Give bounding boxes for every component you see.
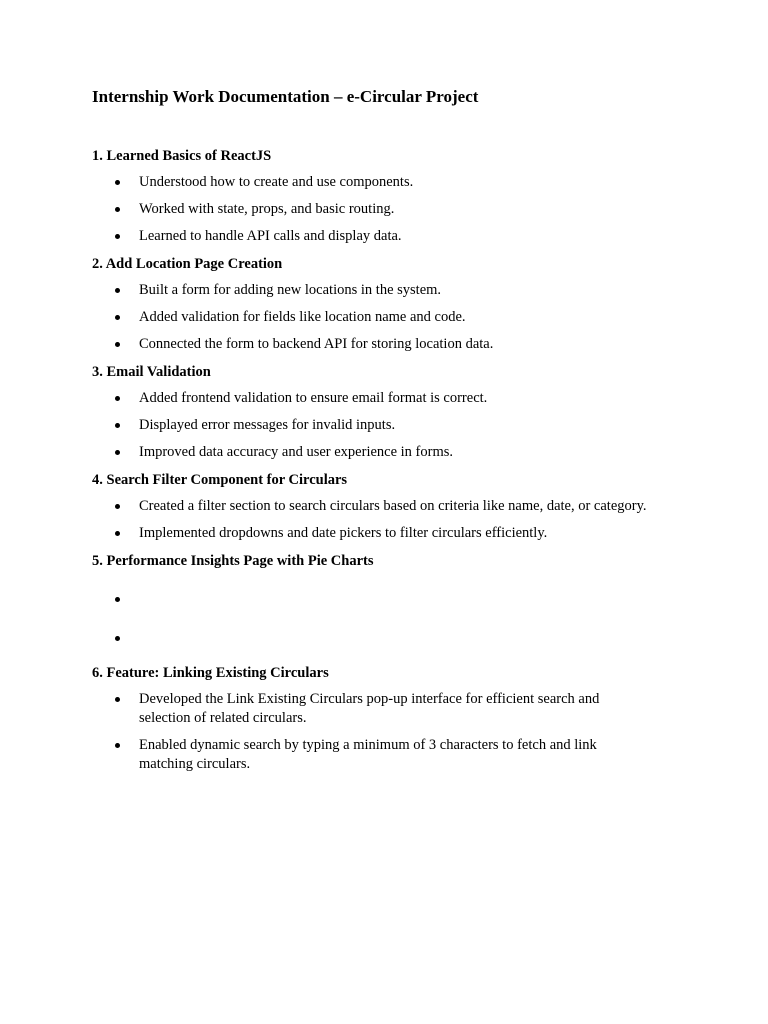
list-item	[92, 308, 652, 327]
list-item	[92, 736, 652, 774]
document-title: Internship Work Documentation – e-Circular Project	[92, 87, 479, 106]
bullet-icon	[115, 697, 120, 702]
list-item-text: Built a form for adding new locations in the system.	[139, 282, 442, 298]
list-item	[92, 497, 652, 516]
list-item	[92, 524, 652, 543]
bullet-icon	[115, 180, 120, 185]
list-item-text: Implemented dropdowns and date pickers to filter circulars efficiently.	[139, 525, 548, 541]
bullet-icon	[115, 743, 120, 748]
section-heading: 2. Add Location Page Creation	[92, 256, 283, 272]
section-2	[92, 254, 652, 354]
section-heading: 1. Learned Basics of ReactJS	[92, 148, 272, 164]
section-heading: 6. Feature: Linking Existing Circulars	[92, 665, 329, 681]
list-item	[92, 389, 652, 408]
list-item-text: Understood how to create and use components.	[139, 174, 414, 190]
section-heading: 5. Performance Insights Page with Pie Charts	[92, 553, 374, 569]
section-heading: 3. Email Validation	[92, 364, 211, 380]
bullet-icon	[115, 450, 120, 455]
bullet-list	[92, 690, 652, 774]
list-item	[92, 443, 652, 462]
list-item	[92, 173, 652, 192]
bullet-list	[92, 497, 652, 543]
list-item	[92, 629, 652, 648]
list-item-text: Created a filter section to search circulars based on criteria like name, date, or category.	[139, 498, 647, 514]
list-item-text: Enabled dynamic search by typing a minimum of 3 characters to fetch and link matching circulars.	[139, 737, 597, 772]
bullet-list	[92, 173, 652, 246]
list-item-text: Connected the form to backend API for storing location data.	[139, 336, 494, 352]
list-item	[92, 590, 652, 609]
bullet-icon	[115, 597, 120, 602]
bullet-icon	[115, 315, 120, 320]
list-item-text: Developed the Link Existing Circulars pop-up interface for efficient search and selection of related circulars.	[139, 691, 600, 726]
list-item-text: Added validation for fields like location name and code.	[139, 309, 466, 325]
bullet-icon	[115, 234, 120, 239]
section-6	[92, 663, 652, 774]
bullet-icon	[115, 342, 120, 347]
bullet-icon	[115, 288, 120, 293]
bullet-icon	[115, 423, 120, 428]
list-item	[92, 690, 652, 728]
list-item-text: Added frontend validation to ensure email format is correct.	[139, 390, 488, 406]
list-item-text: Learned to handle API calls and display data.	[139, 228, 402, 244]
bullet-list	[92, 281, 652, 354]
bullet-icon	[115, 531, 120, 536]
bullet-icon	[115, 207, 120, 212]
section-heading: 4. Search Filter Component for Circulars	[92, 472, 348, 488]
list-item	[92, 416, 652, 435]
list-item	[92, 200, 652, 219]
bullet-icon	[115, 396, 120, 401]
list-item-text: Displayed error messages for invalid inputs.	[139, 417, 396, 433]
bullet-icon	[115, 504, 120, 509]
bullet-list	[92, 389, 652, 462]
section-4	[92, 470, 652, 543]
list-item-text: Worked with state, props, and basic routing.	[139, 201, 395, 217]
list-item	[92, 281, 652, 300]
section-1	[92, 146, 652, 246]
list-item	[92, 227, 652, 246]
section-5	[92, 551, 652, 648]
section-3	[92, 362, 652, 462]
bullet-list	[92, 578, 652, 648]
bullet-icon	[115, 636, 120, 641]
list-item	[92, 335, 652, 354]
sections-container	[92, 146, 652, 782]
list-item-text: Improved data accuracy and user experience in forms.	[139, 444, 454, 460]
